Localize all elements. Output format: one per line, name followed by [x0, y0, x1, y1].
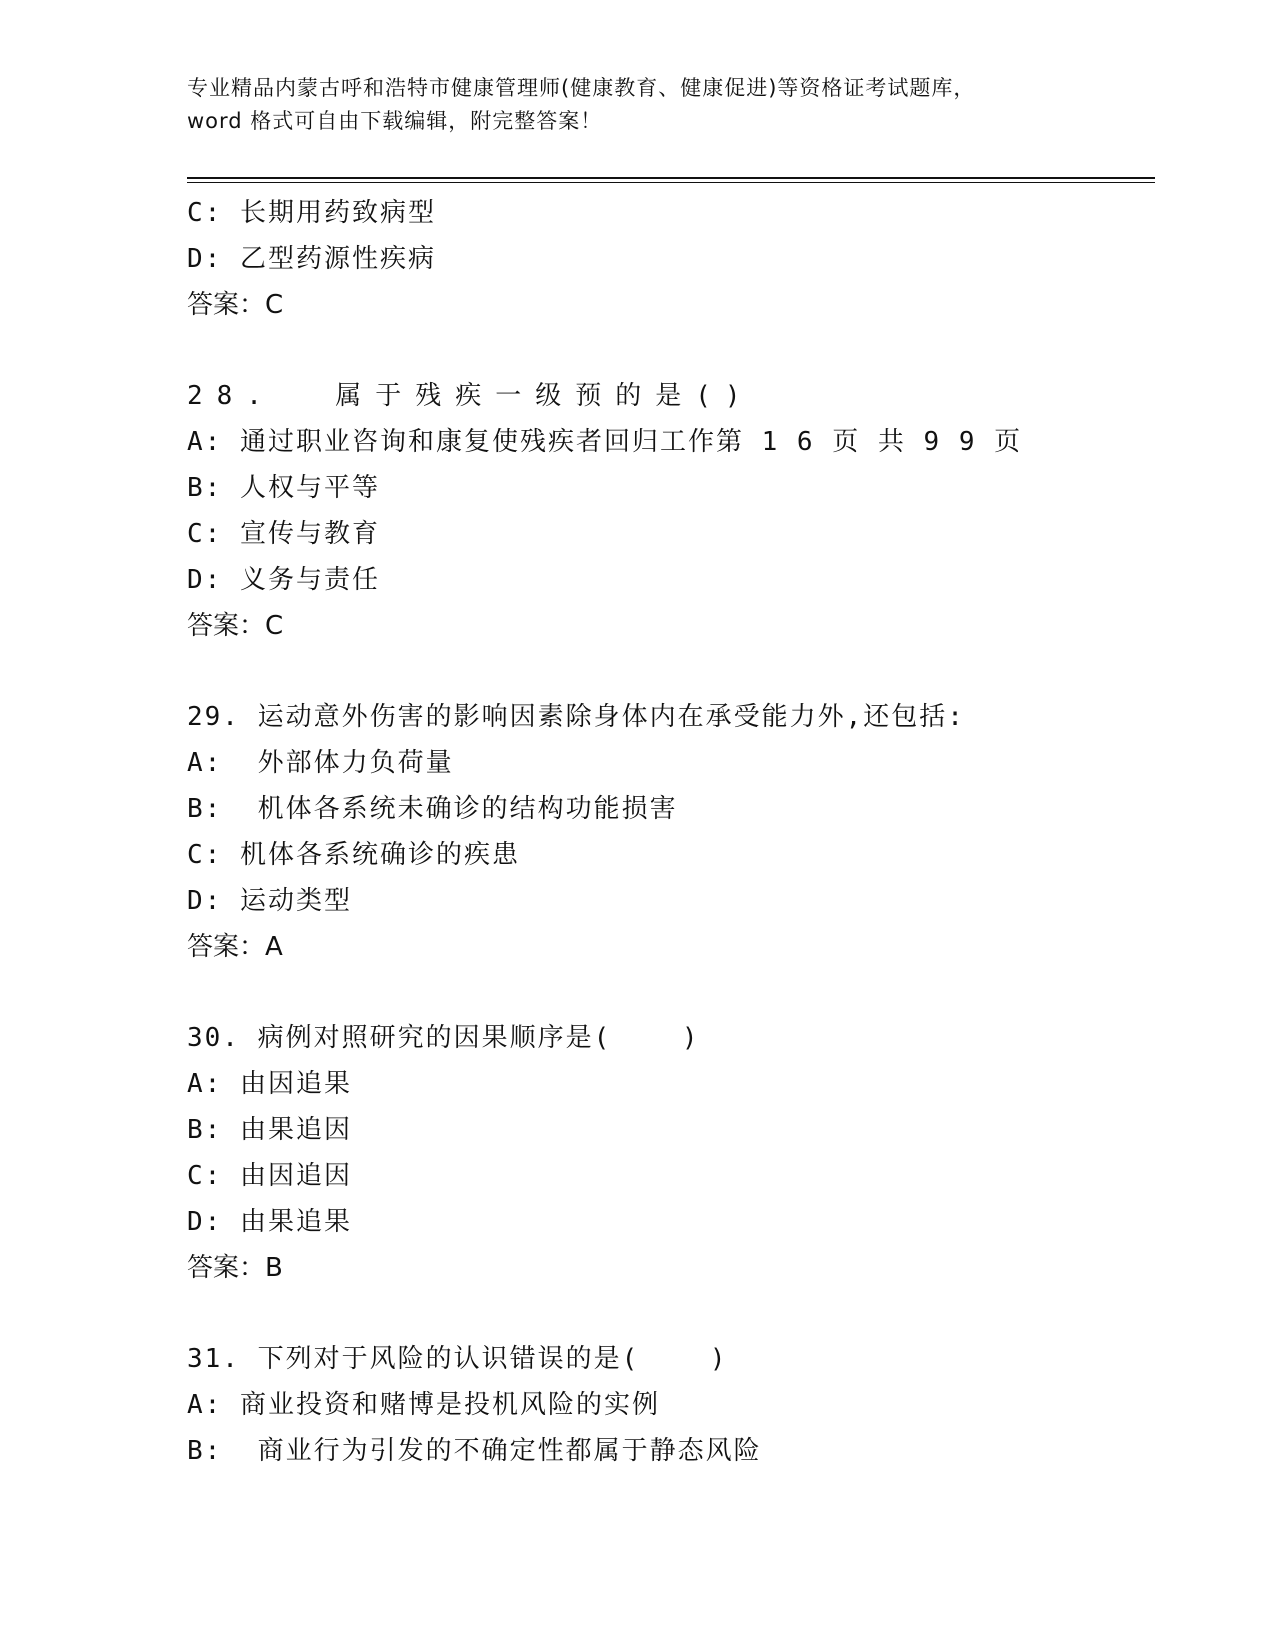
question-29 [187, 694, 1155, 970]
question-28 [187, 373, 1155, 649]
header-line-1: 专业精品内蒙古呼和浩特市健康管理师(健康教育、健康促进)等资格证考试题库， [187, 76, 976, 100]
question-list [187, 190, 1155, 1474]
option-c: C: 由因追因 [187, 1161, 352, 1191]
question-text: 30. 病例对照研究的因果顺序是( ) [187, 1023, 700, 1053]
question-text: 28. 属于残疾一级预的是() [187, 381, 755, 411]
option-d: D: 由果追果 [187, 1207, 352, 1237]
option-c: C: 宣传与教育 [187, 519, 380, 549]
question-text: 31. 下列对于风险的认识错误的是( ) [187, 1344, 728, 1374]
option-d: D: 义务与责任 [187, 565, 380, 595]
spacer [187, 649, 1155, 694]
answer: 答案：A [187, 932, 283, 962]
document-header [187, 72, 1087, 138]
question-text: 29. 运动意外伤害的影响因素除身体内在承受能力外,还包括: [187, 702, 965, 732]
answer: 答案：B [187, 1253, 283, 1283]
option-d: D: 乙型药源性疾病 [187, 244, 436, 274]
answer: 答案：C [187, 611, 284, 641]
option-a: A: 商业投资和赌博是投机风险的实例 [187, 1390, 660, 1420]
header-line-2: word 格式可自由下载编辑，附完整答案！ [187, 109, 603, 133]
option-b: B: 商业行为引发的不确定性都属于静态风险 [187, 1436, 762, 1466]
option-a: A: 外部体力负荷量 [187, 748, 454, 778]
option-b: B: 由果追因 [187, 1115, 352, 1145]
spacer [187, 328, 1155, 373]
answer: 答案：C [187, 290, 284, 320]
option-b: B: 人权与平等 [187, 473, 380, 503]
question-27-tail [187, 190, 1155, 328]
spacer [187, 970, 1155, 1015]
option-c: C: 长期用药致病型 [187, 198, 436, 228]
option-a: A: 通过职业咨询和康复使残疾者回归工作第 1 6 页 共 9 9 页 [187, 427, 1023, 457]
option-c: C: 机体各系统确诊的疾患 [187, 840, 520, 870]
option-b: B: 机体各系统未确诊的结构功能损害 [187, 794, 678, 824]
header-divider-thick [187, 177, 1155, 179]
question-30 [187, 1015, 1155, 1291]
option-d: D: 运动类型 [187, 886, 352, 916]
question-31 [187, 1336, 1155, 1474]
spacer [187, 1291, 1155, 1336]
header-divider-thin [187, 182, 1155, 183]
option-a: A: 由因追果 [187, 1069, 352, 1099]
